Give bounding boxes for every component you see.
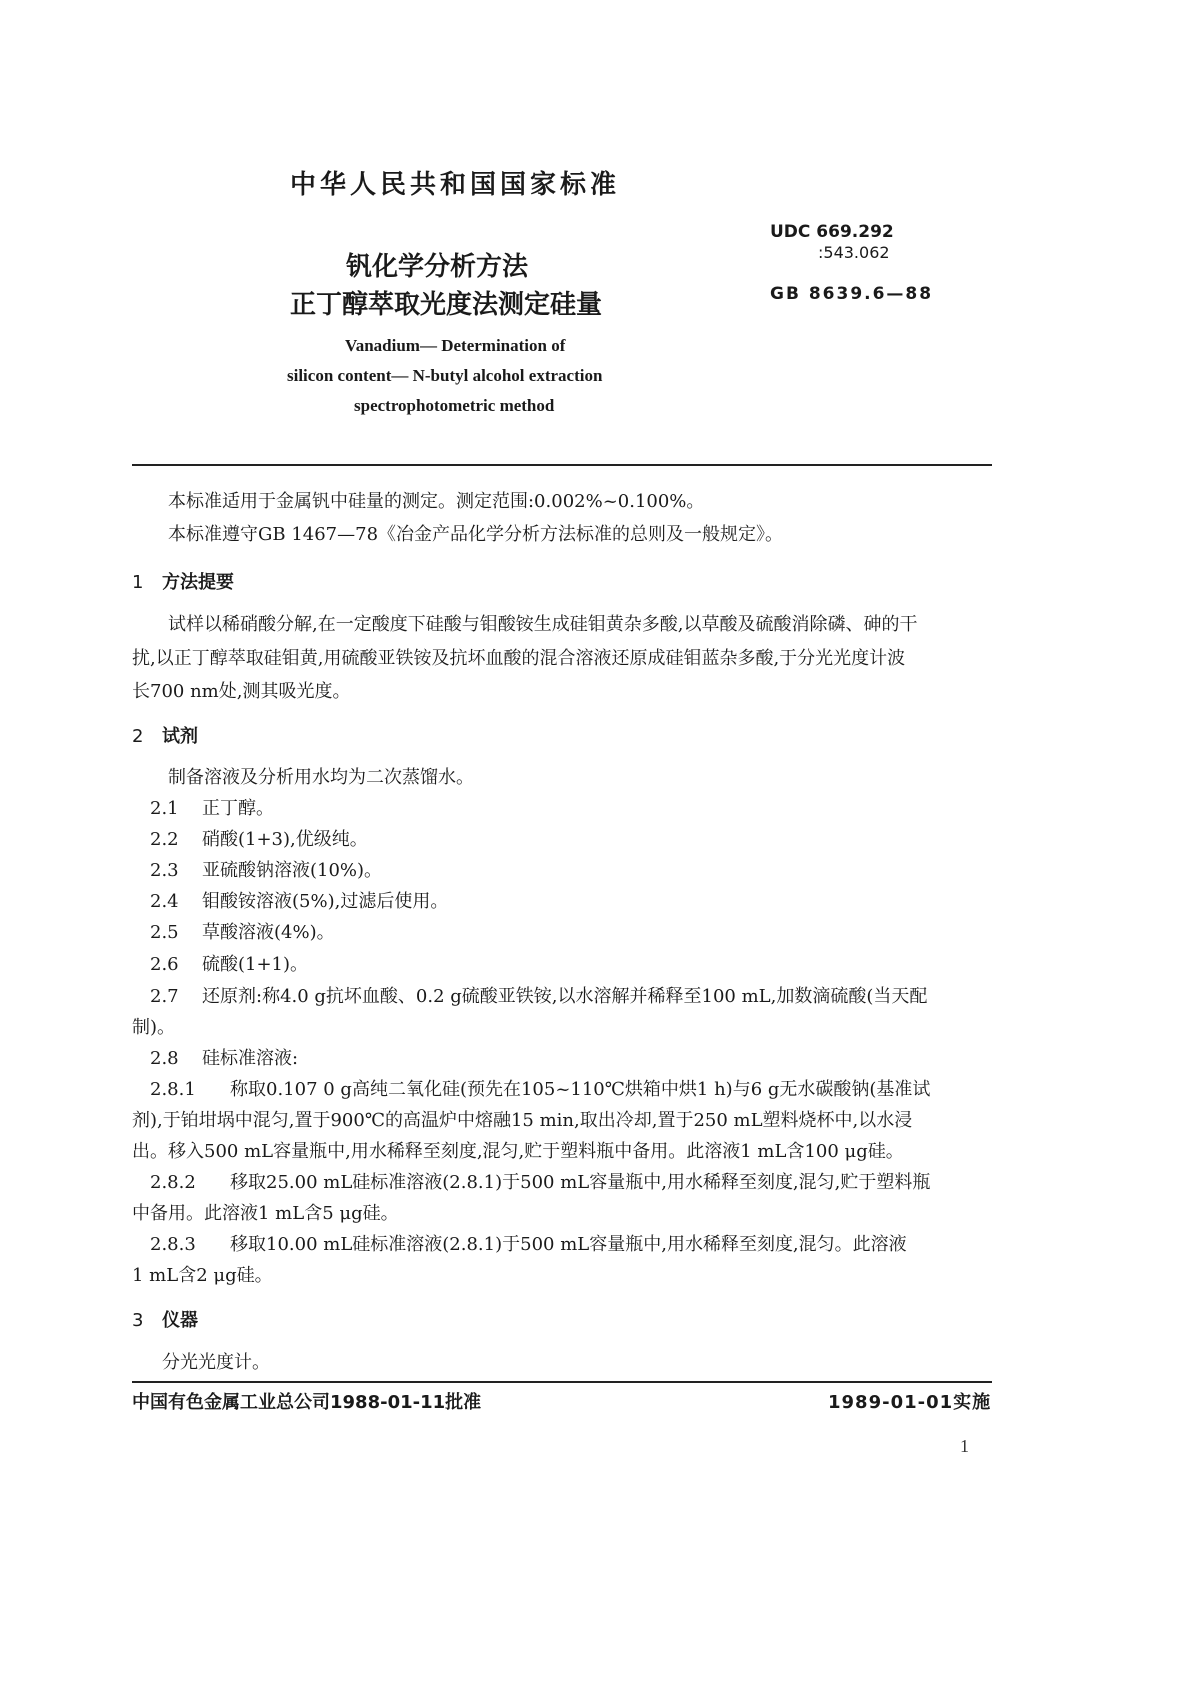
subsection-2-8-1-line2: 剂),于铂坩埚中混匀,置于900℃的高温炉中熔融15 min,取出冷却,置于250 mL塑料烧杯中,以水浸 <box>132 1110 913 1131</box>
english-title-line2: silicon content— N-butyl alcohol extraction <box>287 366 603 385</box>
reagent-item <box>150 825 368 855</box>
reagent-number: 2.8 <box>150 1048 179 1069</box>
reagent-text: 正丁醇。 <box>202 798 274 819</box>
reagent-item <box>150 982 927 1012</box>
reagent-number: 2.1 <box>150 798 179 819</box>
english-title-line1: Vanadium— Determination of <box>345 336 566 355</box>
reagent-text: 亚硫酸钠溶液(10%)。 <box>202 860 383 881</box>
section-1-line2: 扰,以正丁醇萃取硅钼黄,用硫酸亚铁铵及抗坏血酸的混合溶液还原成硅钼蓝杂多酸,于分光光度计波 <box>132 648 906 669</box>
reagent-item <box>150 950 308 980</box>
subsection-text: 移取10.00 mL硅标准溶液(2.8.1)于500 mL容量瓶中,用水稀释至刻度,混匀。此溶液 <box>230 1234 907 1255</box>
section-2-intro: 制备溶液及分析用水均为二次蒸馏水。 <box>168 767 474 788</box>
subsection-2-8-3-line2: 1 mL含2 μg硅。 <box>132 1265 273 1286</box>
reagent-item <box>150 1044 298 1074</box>
reagent-text: 钼酸铵溶液(5%),过滤后使用。 <box>202 891 449 912</box>
subsection-2-8-3-line1 <box>150 1230 907 1260</box>
reagent-number: 2.5 <box>150 922 179 943</box>
section-1-line1: 试样以稀硝酸分解,在一定酸度下硅酸与钼酸铵生成硅钼黄杂多酸,以草酸及硫酸消除磷、砷的干 <box>168 614 918 635</box>
subsection-number: 2.8.1 <box>150 1079 196 1100</box>
implementation-date: 1989-01-01实施 <box>828 1392 992 1413</box>
reagent-item <box>150 918 335 948</box>
reagent-number: 2.6 <box>150 954 179 975</box>
document-title-line2: 正丁醇萃取光度法测定硅量 <box>290 290 603 320</box>
subsection-text: 称取0.107 0 g高纯二氧化硅(预先在105~110℃烘箱中烘1 h)与6 g无水碳酸钠(基准试 <box>230 1079 931 1100</box>
reagent-2-7-continuation: 制)。 <box>132 1017 176 1038</box>
section-3-number: 3 <box>132 1310 144 1331</box>
document-title-line1: 钒化学分析方法 <box>346 252 529 282</box>
udc-code-line2: :543.062 <box>818 243 890 262</box>
section-2-title: 试剂 <box>162 726 198 747</box>
udc-code-line1: UDC 669.292 <box>770 222 894 242</box>
section-2-heading <box>132 722 198 748</box>
section-1-number: 1 <box>132 572 144 593</box>
subsection-2-8-2-line1 <box>150 1168 930 1198</box>
section-3-title: 仪器 <box>162 1310 198 1331</box>
subsection-2-8-1-line3: 出。移入500 mL容量瓶中,用水稀释至刻度,混匀,贮于塑料瓶中备用。此溶液1 mL含100 μg硅。 <box>132 1141 904 1162</box>
reagent-text: 硫酸(1+1)。 <box>202 954 309 975</box>
subsection-text: 移取25.00 mL硅标准溶液(2.8.1)于500 mL容量瓶中,用水稀释至刻度,混匀,贮于塑料瓶 <box>230 1172 931 1193</box>
scope-statement: 本标准适用于金属钒中硅量的测定。测定范围:0.002%~0.100%。 <box>168 491 705 512</box>
footer-divider <box>132 1381 992 1383</box>
header-divider <box>132 464 992 466</box>
reagent-number: 2.2 <box>150 829 179 850</box>
subsection-number: 2.8.3 <box>150 1234 196 1255</box>
section-3-text: 分光光度计。 <box>162 1352 270 1373</box>
section-1-heading <box>132 568 234 594</box>
reagent-item <box>150 887 448 917</box>
section-3-heading <box>132 1306 198 1332</box>
reagent-number: 2.7 <box>150 986 179 1007</box>
reagent-text: 硅标准溶液: <box>202 1048 299 1069</box>
section-2-number: 2 <box>132 726 144 747</box>
subsection-2-8-1-line1 <box>150 1075 930 1105</box>
national-standard-title: 中华人民共和国国家标准 <box>290 170 621 200</box>
reagent-number: 2.3 <box>150 860 179 881</box>
subsection-2-8-2-line2: 中备用。此溶液1 mL含5 μg硅。 <box>132 1203 399 1224</box>
reagent-item <box>150 794 274 824</box>
reagent-text: 硝酸(1+3),优级纯。 <box>202 829 368 850</box>
english-title-line3: spectrophotometric method <box>354 396 555 415</box>
reagent-text: 还原剂:称4.0 g抗坏血酸、0.2 g硫酸亚铁铵,以水溶解并稀释至100 mL,加数滴硫酸(当天配 <box>202 986 928 1007</box>
reagent-number: 2.4 <box>150 891 179 912</box>
reagent-text: 草酸溶液(4%)。 <box>202 922 335 943</box>
approval-line: 中国有色金属工业总公司1988-01-11批准 <box>132 1392 482 1413</box>
section-1-title: 方法提要 <box>162 572 234 593</box>
section-1-line3: 长700 nm处,测其吸光度。 <box>132 681 351 702</box>
page-number: 1 <box>960 1436 969 1456</box>
compliance-statement: 本标准遵守GB 1467—78《冶金产品化学分析方法标准的总则及一般规定》。 <box>168 524 784 545</box>
reagent-item <box>150 856 382 886</box>
gb-standard-code: GB 8639.6—88 <box>770 284 934 304</box>
subsection-number: 2.8.2 <box>150 1172 196 1193</box>
